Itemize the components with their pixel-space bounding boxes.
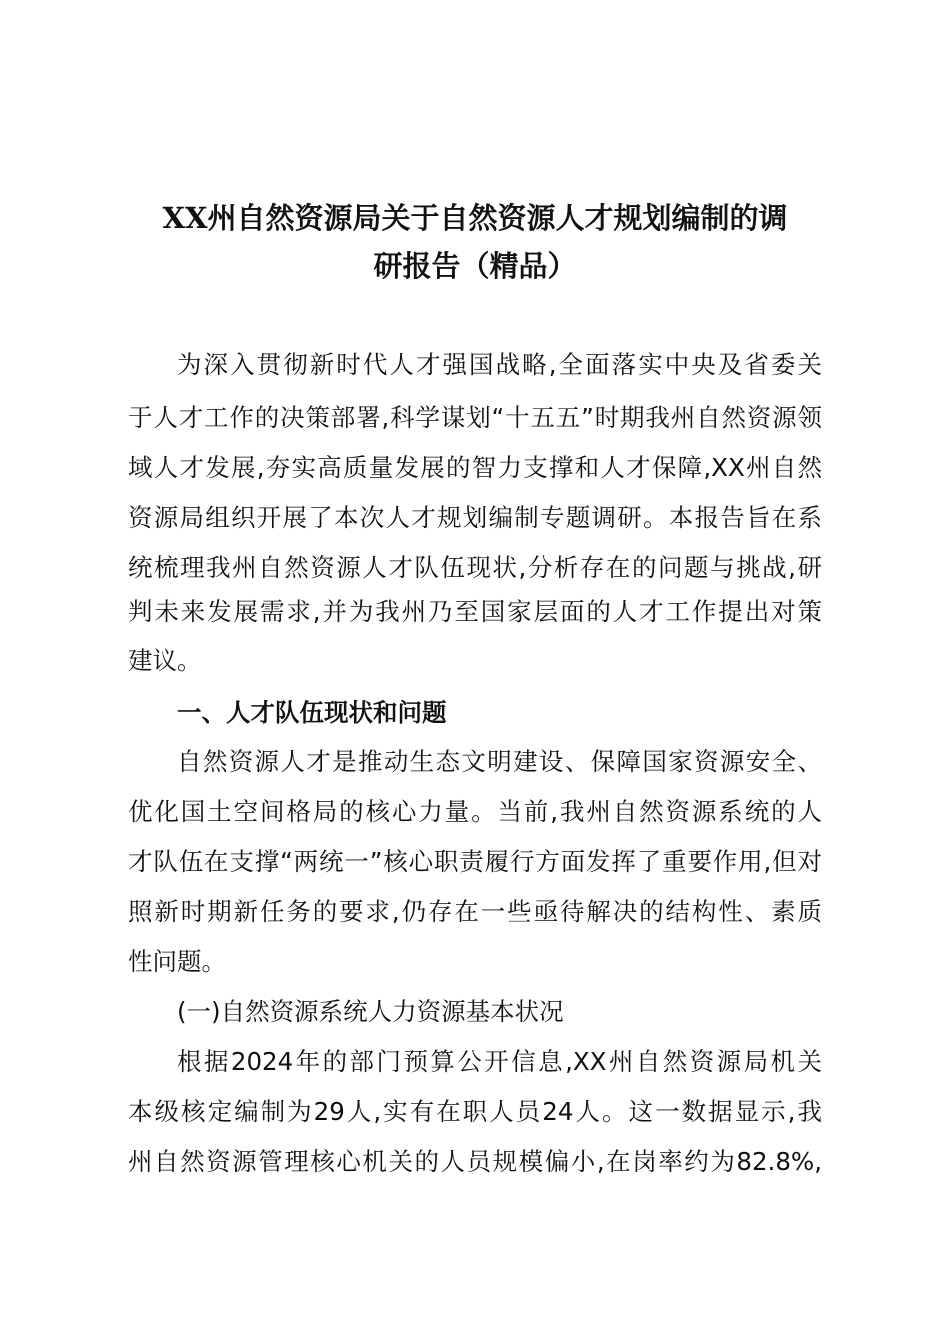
document-title-line-1: XX州自然资源局关于自然资源人才规划编制的调 [162,201,788,235]
section-paragraph-line: 照新时期新任务的要求,仍存在一些亟待解决的结构性、素质 [128,897,822,926]
section-paragraph-line: 性问题。 [128,947,226,976]
document-title-line-2: 研报告（精品） [373,249,577,283]
intro-paragraph-line: 为深入贯彻新时代人才强国战略,全面落实中央及省委关 [177,350,822,379]
subsection-heading: (一)自然资源系统人力资源基本状况 [177,997,564,1026]
section-heading: 一、人才队伍现状和问题 [177,698,447,727]
intro-paragraph-line: 于人才工作的决策部署,科学谋划“十五五”时期我州自然资源领 [128,403,822,432]
intro-paragraph-line: 域人才发展,夯实高质量发展的智力支撑和人才保障,XX州自然 [128,453,822,482]
intro-paragraph-line: 建议。 [128,646,202,675]
intro-paragraph-line: 判未来发展需求,并为我州乃至国家层面的人才工作提出对策 [128,597,822,626]
section-paragraph-line: 才队伍在支撑“两统一”核心职责履行方面发挥了重要作用,但对 [128,847,822,876]
intro-paragraph-line: 统梳理我州自然资源人才队伍现状,分析存在的问题与挑战,研 [128,553,822,582]
intro-paragraph-line: 资源局组织开展了本次人才规划编制专题调研。本报告旨在系 [128,503,822,532]
subsection-paragraph-line: 州自然资源管理核心机关的人员规模偏小,在岗率约为82.8%, [128,1147,822,1176]
section-paragraph-line: 优化国土空间格局的核心力量。当前,我州自然资源系统的人 [128,797,822,826]
subsection-paragraph-line: 根据2024年的部门预算公开信息,XX州自然资源局机关 [177,1047,822,1076]
subsection-paragraph-line: 本级核定编制为29人,实有在职人员24人。这一数据显示,我 [128,1097,822,1126]
section-paragraph-line: 自然资源人才是推动生态文明建设、保障国家资源安全、 [177,747,822,776]
